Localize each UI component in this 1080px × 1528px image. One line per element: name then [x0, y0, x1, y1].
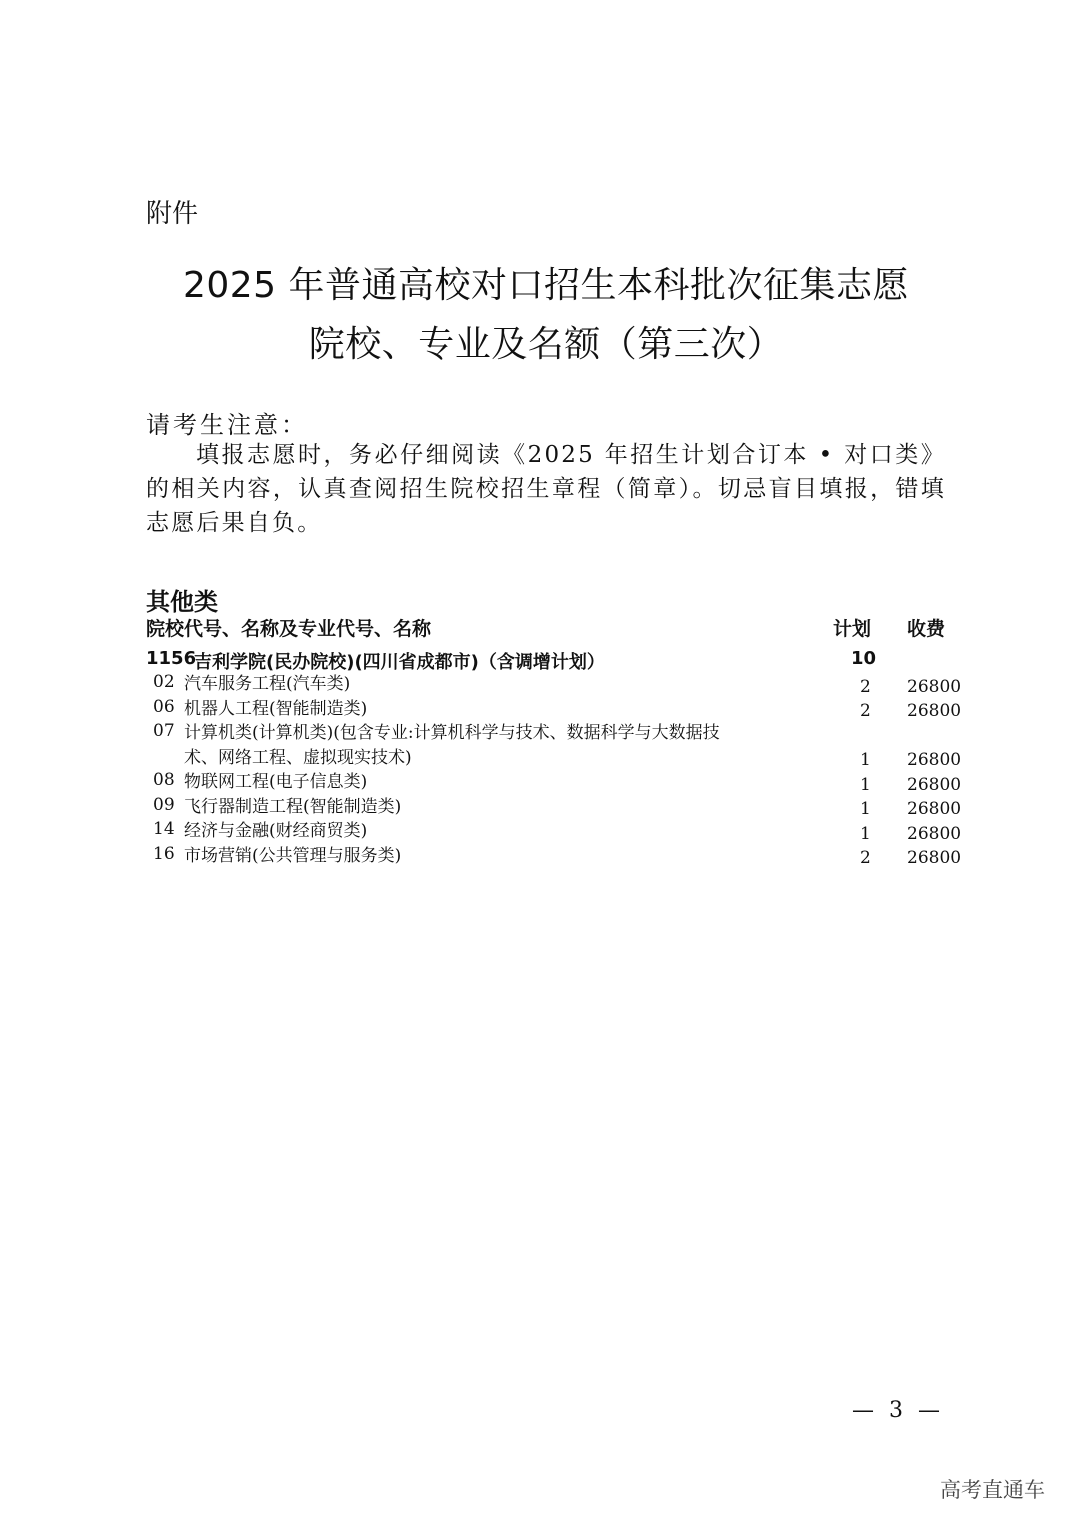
major-fee: 26800 [907, 676, 962, 697]
major-name: 飞行器制造工程(智能制造类) [184, 796, 402, 817]
major-code: 08 [153, 770, 175, 790]
major-name: 计算机类(计算机类)(包含专业:计算机科学与技术、数据科学与大数据技术、网络工程、虚拟现实技术) [184, 723, 720, 768]
major-code: 14 [153, 819, 175, 839]
major-row [0, 721, 1080, 770]
major-plan: 1 [860, 750, 871, 770]
major-row [0, 672, 1080, 697]
major-row [0, 770, 1080, 795]
page-number: — 3 — [852, 1398, 944, 1423]
major-code: 07 [153, 721, 175, 741]
document-title-line-2: 院校、专业及名额（第三次） [308, 324, 784, 365]
major-name: 机器人工程(智能制造类) [184, 698, 368, 719]
major-plan: 1 [860, 774, 871, 795]
notice-heading: 请考生注意： [146, 411, 308, 439]
document-title-line-1: 2025 年普通高校对口招生本科批次征集志愿 [182, 265, 910, 306]
major-code: 02 [153, 672, 175, 692]
major-fee: 26800 [907, 750, 962, 770]
attachment-label: 附件 [146, 199, 199, 229]
major-plan: 2 [860, 701, 871, 721]
major-fee: 26800 [907, 701, 962, 721]
major-plan: 2 [860, 676, 871, 697]
school-plan: 10 [851, 648, 877, 669]
column-header-name: 院校代号、名称及专业代号、名称 [146, 618, 432, 640]
major-name: 经济与金融(财经商贸类) [184, 821, 368, 841]
category-heading: 其他类 [146, 588, 218, 616]
major-plan: 1 [860, 823, 871, 844]
major-list [0, 672, 1080, 868]
major-fee: 26800 [907, 799, 962, 819]
notice-body: 填报志愿时，务必仔细阅读《2025 年招生计划合订本 • 对口类》的相关内容，认真查阅招生院校招生章程（简章）。切忌盲目填报，错填志愿后果自负。 [146, 442, 946, 536]
major-code: 16 [153, 843, 175, 864]
major-code: 06 [153, 696, 175, 717]
major-name: 汽车服务工程(汽车类) [184, 674, 351, 694]
major-name: 市场营销(公共管理与服务类) [184, 845, 402, 866]
major-row [0, 819, 1080, 844]
major-fee: 26800 [907, 774, 962, 795]
major-fee: 26800 [907, 823, 962, 844]
watermark-text: 高考直通车 [940, 1478, 1045, 1502]
major-fee: 26800 [907, 848, 962, 868]
school-code: 1156 [146, 648, 197, 669]
major-row [0, 844, 1080, 869]
major-row [0, 697, 1080, 722]
column-header-fee: 收费 [907, 618, 946, 640]
column-header-plan: 计划 [833, 618, 872, 640]
major-plan: 1 [860, 799, 871, 819]
major-code: 09 [153, 794, 175, 815]
major-row [0, 795, 1080, 820]
school-name: 吉利学院(民办院校)(四川省成都市)（含调增计划） [194, 652, 605, 673]
major-plan: 2 [860, 848, 871, 868]
major-name: 物联网工程(电子信息类) [184, 772, 368, 792]
